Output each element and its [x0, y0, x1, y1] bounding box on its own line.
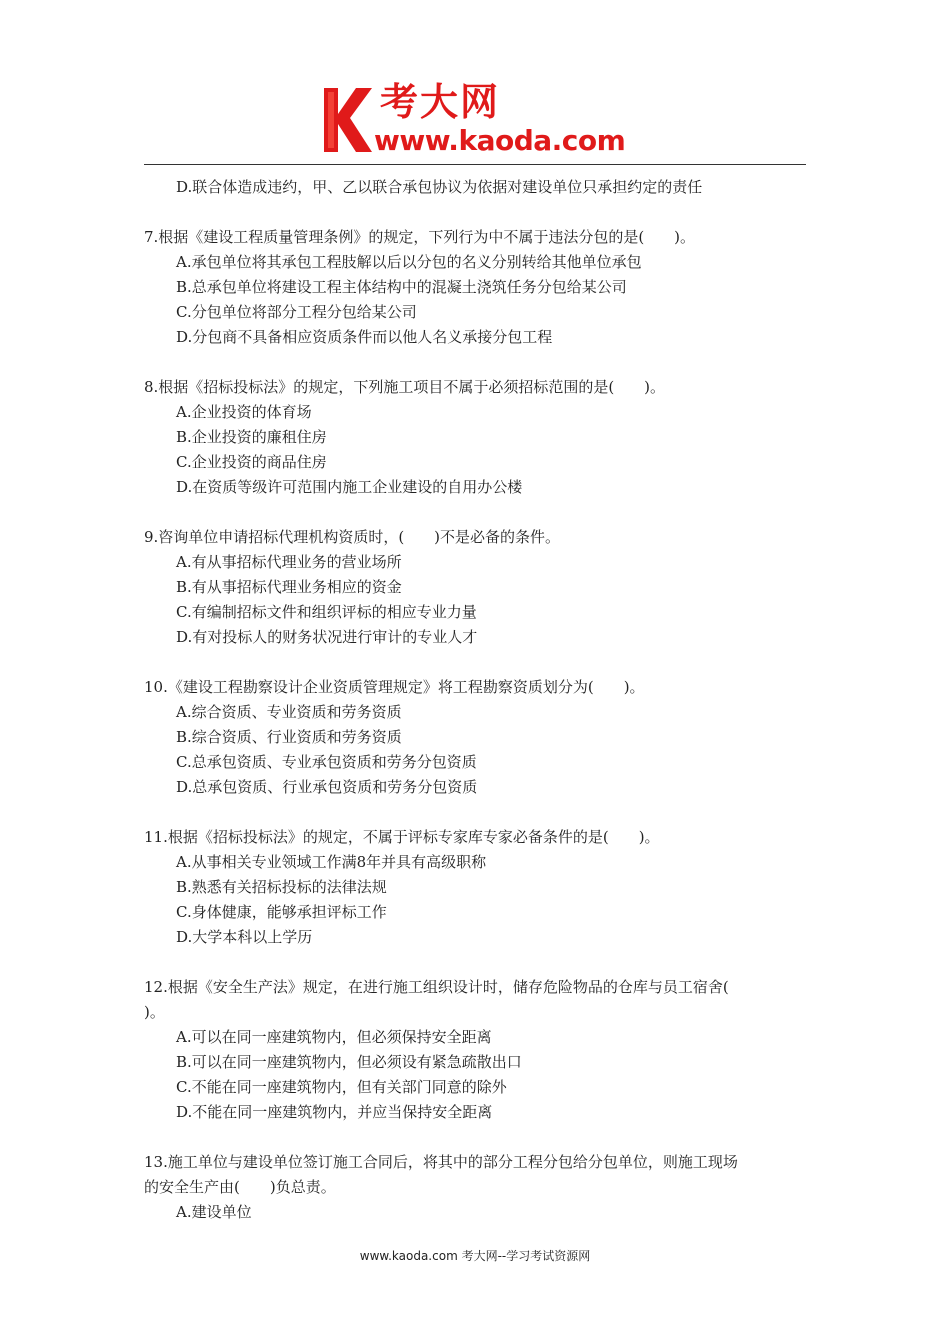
answer-option: D.总承包资质、行业承包资质和劳务分包资质: [176, 778, 478, 796]
answer-option: C.不能在同一座建筑物内，但有关部门同意的除外: [176, 1078, 507, 1096]
question-text: 8.根据《招标投标法》的规定，下列施工项目不属于必须招标范围的是( )。: [144, 378, 666, 396]
question-text: )。: [144, 1003, 165, 1021]
answer-option: D.不能在同一座建筑物内，并应当保持安全距离: [176, 1103, 493, 1121]
answer-option: B.企业投资的廉租住房: [176, 428, 327, 446]
answer-option: A.建设单位: [176, 1203, 252, 1221]
question-text: 10.《建设工程勘察设计企业资质管理规定》将工程勘察资质划分为( )。: [144, 678, 645, 696]
answer-option: B.综合资质、行业资质和劳务资质: [176, 728, 402, 746]
question-text: 13.施工单位与建设单位签订施工合同后，将其中的部分工程分包给分包单位，则施工现场: [144, 1153, 738, 1171]
answer-option: C.分包单位将部分工程分包给某公司: [176, 303, 417, 321]
answer-option: D.在资质等级许可范围内施工企业建设的自用办公楼: [176, 478, 523, 496]
answer-option: B.熟悉有关招标投标的法律法规: [176, 878, 387, 896]
answer-option: A.承包单位将其承包工程肢解以后以分包的名义分别转给其他单位承包: [176, 253, 642, 271]
blank-line: [144, 950, 814, 975]
question-text: 12.根据《安全生产法》规定，在进行施工组织设计时，储存危险物品的仓库与员工宿舍(: [144, 978, 729, 996]
blank-line: [144, 500, 814, 525]
question-text: 的安全生产由( )负总责。: [144, 1178, 336, 1196]
answer-option: A.有从事招标代理业务的营业场所: [176, 553, 402, 571]
kaoda-logo: [316, 78, 646, 160]
blank-line: [144, 350, 814, 375]
page-footer: www.kaoda.com 考大网--学习考试资源网: [359, 1249, 591, 1263]
question-text: 11.根据《招标投标法》的规定，不属于评标专家库专家必备条件的是( )。: [144, 828, 660, 846]
question-text: 7.根据《建设工程质量管理条例》的规定，下列行为中不属于违法分包的是( )。: [144, 228, 696, 246]
answer-option: C.身体健康，能够承担评标工作: [176, 903, 387, 921]
answer-option: C.企业投资的商品住房: [176, 453, 327, 471]
answer-option: B.有从事招标代理业务相应的资金: [176, 578, 402, 596]
answer-option: B.总承包单位将建设工程主体结构中的混凝土浇筑任务分包给某公司: [176, 278, 627, 296]
k-logo-icon: [318, 84, 376, 156]
header-divider: [144, 164, 806, 165]
answer-option: D.有对投标人的财务状况进行审计的专业人才: [176, 628, 478, 646]
answer-option: A.从事相关专业领域工作满8年并具有高级职称: [176, 853, 487, 871]
blank-line: [144, 200, 814, 225]
answer-option: A.综合资质、专业资质和劳务资质: [176, 703, 402, 721]
answer-option: D.大学本科以上学历: [176, 928, 313, 946]
exam-content: [144, 175, 814, 1225]
logo-chinese-name: 考大网: [380, 80, 501, 124]
question-text: 9.咨询单位申请招标代理机构资质时，( )不是必备的条件。: [144, 528, 561, 546]
logo-url: www.kaoda.com: [374, 124, 626, 157]
answer-option: C.有编制招标文件和组织评标的相应专业力量: [176, 603, 477, 621]
blank-line: [144, 650, 814, 675]
answer-option: C.总承包资质、专业承包资质和劳务分包资质: [176, 753, 477, 771]
blank-line: [144, 800, 814, 825]
answer-option: D.分包商不具备相应资质条件而以他人名义承接分包工程: [176, 328, 553, 346]
blank-line: [144, 1125, 814, 1150]
answer-option: A.可以在同一座建筑物内，但必须保持安全距离: [176, 1028, 492, 1046]
answer-option: A.企业投资的体育场: [176, 403, 312, 421]
answer-option: D.联合体造成违约，甲、乙以联合承包协议为依据对建设单位只承担约定的责任: [176, 178, 703, 196]
answer-option: B.可以在同一座建筑物内，但必须设有紧急疏散出口: [176, 1053, 522, 1071]
